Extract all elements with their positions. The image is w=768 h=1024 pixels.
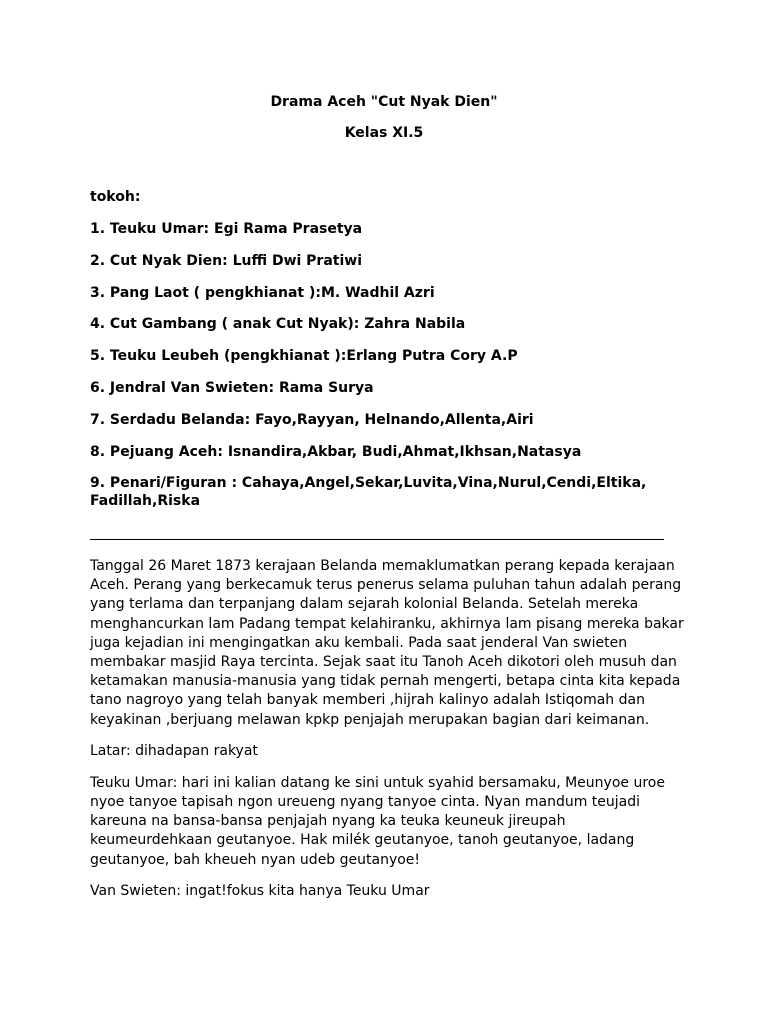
document-title: Drama Aceh "Cut Nyak Dien" [270,94,498,110]
cast-item: 1. Teuku Umar: Egi Rama Prasetya [90,221,363,237]
cast-item: 6. Jendral Van Swieten: Rama Surya [90,379,374,396]
script-body [90,557,690,914]
cast-item: 8. Pejuang Aceh: Isnandira,Akbar, Budi,Ahmat,Ikhsan,Natasya [90,443,582,460]
horizontal-divider [90,539,664,540]
cast-item: 9. Penari/Figuran : Cahaya,Angel,Sekar,Luvita,Vina,Nurul,Cendi,Eltika, Fadillah,Riska [90,475,647,510]
setting-line: Latar: dihadapan rakyat [90,743,258,760]
cast-item: 5. Teuku Leubeh (pengkhianat ):Erlang Putra Cory A.P [90,348,518,365]
cast-item: 4. Cut Gambang ( anak Cut Nyak): Zahra Nabila [90,316,466,333]
class-label: Kelas XI.5 [344,125,424,141]
prologue-paragraph: Tanggal 26 Maret 1873 kerajaan Belanda memaklumatkan perang kepada kerajaan Aceh. Perang yang berkecamuk terus penerus selama puluhan tahun adalah perang yang terlama dan terpanjang dalam sejarah kolonial Belanda. Setelah mereka menghancurkan lam Padang tempat kelahiranku, akhirnya lam pisang mereka bakar juga kejadian ini mengingatkan aku kembali. Pada saat jenderal Van swieten membakar masjid Raya tercinta. Sejak saat itu Tanoh Aceh dikotori oleh musuh dan ketamakan manusia-manusia yang tidak pernah mengerti, betapa cinta kita kepada tano nagroyo yang telah banyak memberi ,hijrah kalinyo adalah Istiqomah dan keyakinan ,berjuang melawan kpkp penjajah merupakan bagian dari keimanan. [90,558,684,728]
cast-item: 7. Serdadu Belanda: Fayo,Rayyan, Helnando,Allenta,Airi [90,411,534,428]
cast-heading: tokoh: [90,189,141,205]
cast-list [90,188,690,524]
dialogue-teuku-umar: Teuku Umar: hari ini kalian datang ke sini untuk syahid bersamaku, Meunyoe uroe nyoe tanyoe tapisah ngon ureueng nyang tanyoe cinta. Nyan mandum teujadi kareuna na bansa-bansa penjajah nyang ka teuka keuneuk jireupah keumeurdehkaan geutanyoe. Hak milék geutanyoe, tanoh geutanyoe, ladang geutanyoe, bah kheueh nyan udeb geutanyoe! [90,774,665,868]
dialogue-van-swieten: Van Swieten: ingat!fokus kita hanya Teuku Umar [90,883,430,900]
cast-item: 2. Cut Nyak Dien: Luffi Dwi Pratiwi [90,252,363,269]
cast-item: 3. Pang Laot ( pengkhianat ):M. Wadhil Azri [90,284,435,301]
